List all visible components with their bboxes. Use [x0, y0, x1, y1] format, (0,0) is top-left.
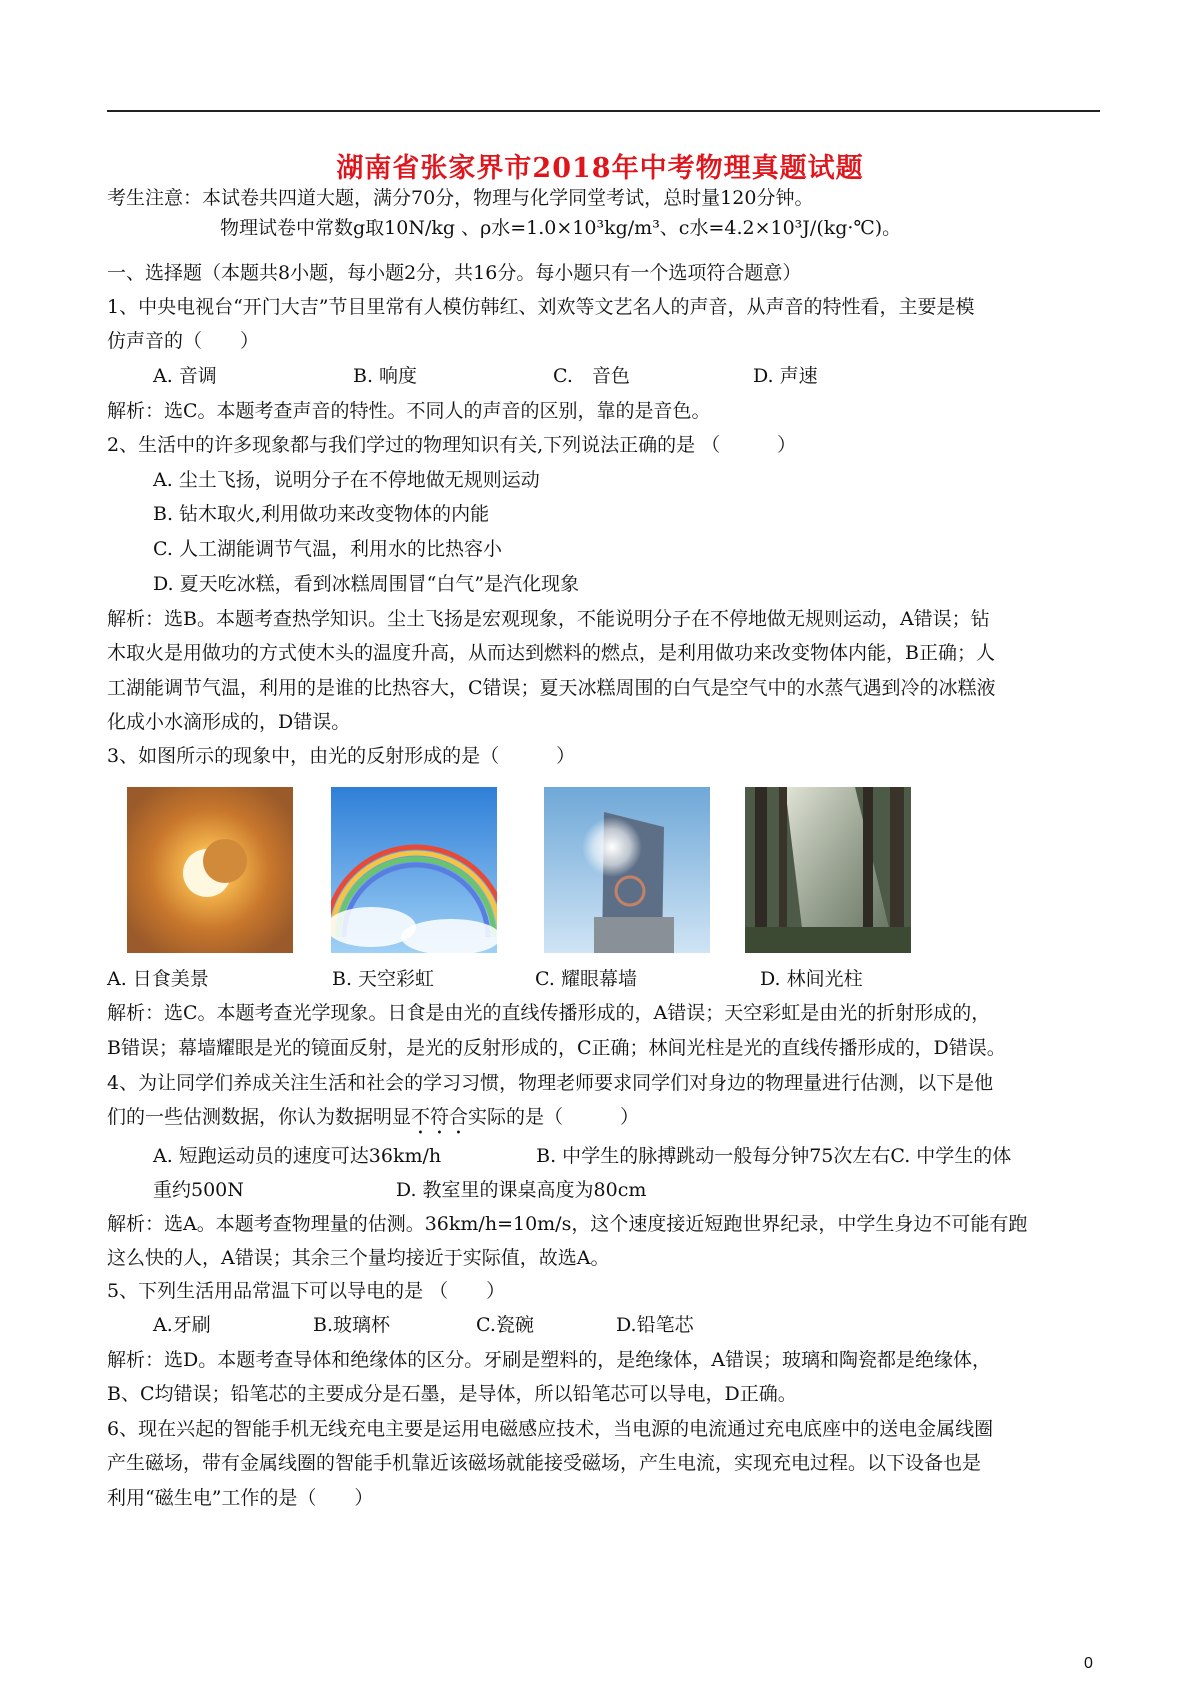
- q4-stem-2-post: 实际的是（ ）: [468, 1106, 640, 1128]
- q2-analysis-3: 工湖能调节气温，利用的是谁的比热容大，C错误；夏天冰糕周围的白气是空气中的水蒸气遇到冷的冰糕液: [107, 677, 996, 699]
- notice-line-1: 考生注意：本试卷共四道大题，满分70分，物理与化学同堂考试，总时量120分钟。: [107, 187, 814, 209]
- q5-stem: 5、下列生活用品常温下可以导电的是 （ ）: [107, 1280, 506, 1302]
- q2-option-b: B. 钻木取火,利用做功来改变物体的内能: [153, 503, 490, 525]
- glass-wall-photo: [544, 787, 710, 953]
- q1-stem-2: 仿声音的（ ）: [107, 330, 260, 352]
- q4-analysis-1: 解析：选A。本题考查物理量的估测。36km/h=10m/s，这个速度接近短跑世界纪录，中学生身边不可能有跑: [107, 1213, 1028, 1235]
- page-number: 0: [1084, 1655, 1093, 1672]
- q3-stem: 3、如图所示的现象中，由光的反射形成的是（ ）: [107, 745, 576, 767]
- q2-option-d: D. 夏天吃冰糕，看到冰糕周围冒“白气”是汽化现象: [153, 573, 580, 595]
- q3-option-d: D. 林间光柱: [760, 968, 863, 990]
- q4-options-line-1: A. 短跑运动员的速度可达36km/h B. 中学生的脉搏跳动一般每分钟75次左右C. 中学生的体: [153, 1145, 1012, 1167]
- q4-stem-2-emphasis: 不符合: [411, 1106, 469, 1128]
- forest-light-photo: [745, 787, 911, 953]
- q4-stem-2: [107, 1106, 639, 1139]
- eclipse-photo: [127, 787, 293, 953]
- q6-stem-2: 产生磁场，带有金属线圈的智能手机靠近该磁场就能接受磁场，产生电流，实现充电过程。以下设备也是: [107, 1452, 982, 1474]
- q2-stem: 2、生活中的许多现象都与我们学过的物理知识有关,下列说法正确的是 （ ）: [107, 434, 797, 456]
- q6-stem-3: 利用“磁生电”工作的是（ ）: [107, 1487, 374, 1509]
- q3-option-c: C. 耀眼幕墙: [535, 968, 637, 990]
- q4-analysis-2: 这么快的人，A错误；其余三个量均接近于实际值，故选A。: [107, 1247, 610, 1269]
- header-rule: [107, 110, 1100, 112]
- q3-analysis-2: B错误；幕墙耀眼是光的镜面反射，是光的反射形成的，C正确；林间光柱是光的直线传播形成的，D错误。: [107, 1037, 1006, 1059]
- q2-analysis-1: 解析：选B。本题考查热学知识。尘土飞扬是宏观现象，不能说明分子在不停地做无规则运动，A错误；钻: [107, 608, 990, 630]
- q3-option-a: A. 日食美景: [107, 968, 209, 990]
- q5-analysis-2: B、C均错误；铅笔芯的主要成分是石墨，是导体，所以铅笔芯可以导电，D正确。: [107, 1383, 797, 1405]
- q1-options: [153, 365, 913, 388]
- notice-line-2: 物理试卷中常数g取10N/kg 、ρ水=1.0×10³kg/m³、c水=4.2×10³J/(kg·℃)。: [220, 217, 902, 239]
- q5-option-d: D.铅笔芯: [616, 1314, 694, 1336]
- q1-option-b: B. 响度: [353, 365, 418, 387]
- q1-option-c: C. 音色: [553, 365, 630, 387]
- rainbow-photo: [331, 787, 497, 953]
- q5-option-c: C.瓷碗: [476, 1314, 534, 1336]
- q3-options: [107, 968, 920, 991]
- q5-option-b: B.玻璃杯: [313, 1314, 391, 1336]
- section-heading: 一、选择题（本题共8小题，每小题2分，共16分。每小题只有一个选项符合题意）: [107, 262, 802, 284]
- q3-analysis-1: 解析：选C。本题考查光学现象。日食是由光的直线传播形成的，A错误；天空彩虹是由光的折射形成的，: [107, 1002, 991, 1024]
- q2-option-c: C. 人工湖能调节气温，利用水的比热容小: [153, 538, 502, 560]
- q2-option-a: A. 尘土飞扬，说明分子在不停地做无规则运动: [153, 469, 540, 491]
- q1-stem-1: 1、中央电视台“开门大吉”节目里常有人模仿韩红、刘欢等文艺名人的声音，从声音的特性看，主要是模: [107, 296, 975, 318]
- q1-analysis: 解析：选C。本题考查声音的特性。不同人的声音的区别，靠的是音色。: [107, 400, 711, 422]
- q2-analysis-2: 木取火是用做功的方式使木头的温度升高，从而达到燃料的燃点，是利用做功来改变物体内能，B正确；人: [107, 642, 995, 664]
- q2-analysis-4: 化成小水滴形成的，D错误。: [107, 711, 351, 733]
- q3-option-b: B. 天空彩虹: [332, 968, 435, 990]
- page-title: 湖南省张家界市2018年中考物理真题试题: [336, 153, 864, 184]
- q5-options: [153, 1314, 736, 1337]
- q4-stem-2-pre: 们的一些估测数据，你认为数据明显: [107, 1106, 412, 1128]
- q4-options-line-2: 重约500N D. 教室里的课桌高度为80cm: [153, 1179, 647, 1201]
- q4-stem-1: 4、为让同学们养成关注生活和社会的学习习惯，物理老师要求同学们对身边的物理量进行估测，以下是他: [107, 1072, 994, 1094]
- q1-option-a: A. 音调: [153, 365, 217, 387]
- q1-option-d: D. 声速: [753, 365, 818, 387]
- q6-stem-1: 6、现在兴起的智能手机无线充电主要是运用电磁感应技术，当电源的电流通过充电底座中的送电金属线圈: [107, 1418, 994, 1440]
- q5-analysis-1: 解析：选D。本题考查导体和绝缘体的区分。牙刷是塑料的，是绝缘体，A错误；玻璃和陶瓷都是绝缘体，: [107, 1349, 991, 1371]
- q5-option-a: A.牙刷: [153, 1314, 211, 1336]
